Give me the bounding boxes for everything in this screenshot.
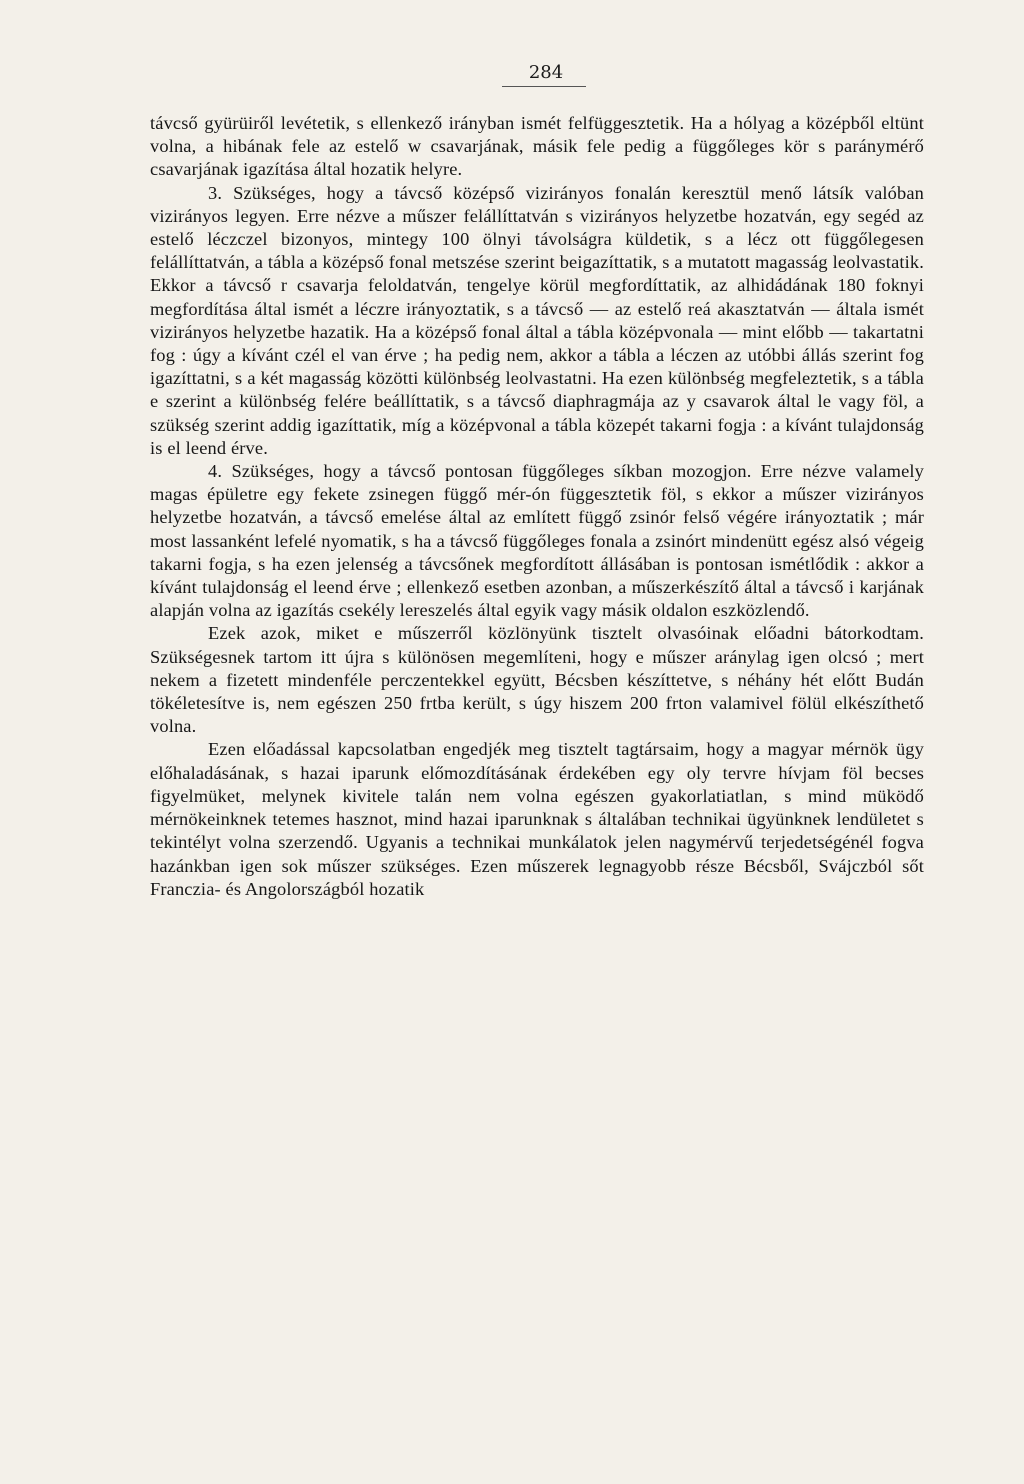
- paragraph-proposal: Ezen előadással kapcsolatban engedjék meg tisztelt tagtársaim, hogy a magyar mérnök ügy előhaladásának, s hazai iparunk előmozdításának érdekében egy oly tervre hívjam föl becses figyelmüket, melynek kivitele talán nem volna egészen gyakorlatiatlan, s mind müködő mérnökeinknek tetemes hasznot, mind hazai iparunknak s általában technikai ügyünknek lendületet s tekintélyt volna szerzendő. Ugyanis a technikai munkálatok jelen nagymérvű terjedetségénél fogva hazánkban igen sok műszer szükséges. Ezen műszerek legnagyobb része Bécsből, Svájczból sőt Franczia- és Angolországból hozatik: [150, 739, 924, 899]
- paragraph-point-3: 3. Szükséges, hogy a távcső középső vizirányos fonalán keresztül menő látsík valóban vizirányos legyen. Erre nézve a műszer felállíttatván s vizirányos helyzetbe hozatván, egy segéd az estelő léczczel bizonyos, mintegy 100 ölnyi távolságra küldetik, s a lécz ott függőlegesen felállíttatván, a tábla a középső fonal metszése szerint beigazíttatik, s a mutatott magasság leolvastatik. Ekkor a távcső r csavarja feloldatván, tengelye körül megfordíttatik, az alhidádának 180 foknyi megfordítása által ismét a léczre irányoztatik, s a távcső — az estelő reá akasztatván — általa ismét vizirányos helyzetbe hazatik. Ha a középső fonal által a tábla középvonala — mint előbb — takartatni fog : úgy a kívánt czél el van érve ; ha pedig nem, akkor a tábla a léczen az utóbbi állás szerint fog igazíttatni, s a két magasság közötti különbség leolvastatni. Ha ezen különbség megfeleztetik, s a tábla e szerint a különbség felére beállíttatik, s a távcső diaphragmája az y csavarok által le vagy föl, a szükség szerint addig igazíttatik, míg a középvonal a tábla közepét takarni fogja : a kívánt tulajdonság is el leend érve.: [150, 182, 924, 458]
- paragraph-continuation: távcső gyürüiről levétetik, s ellenkező irányban ismét felfüggesztetik. Ha a hólyag a középből eltünt volna, a hibának fele az estelő w csavarjának, másik fele pedig a függőleges kör s paránymérő csavarjának igazítása által hozatik helyre.: [150, 113, 924, 180]
- paragraph-summary: Ezek azok, miket e műszerről közlönyünk tisztelt olvasóinak előadni bátorkodtam. Szükségesnek tartom itt újra s különösen megemlíteni, hogy e műszer aránylag igen olcsó ; mert nekem a fizetett mindenféle perczentekkel együtt, Bécsben készíttetve, s néhány hét előtt Budán tökéletesítve is, nem egészen 250 frtba került, s úgy hiszem 200 frton valamivel fölül elkészíthető volna.: [150, 623, 924, 737]
- page-number: 284: [528, 62, 564, 83]
- paragraph-point-4: 4. Szükséges, hogy a távcső pontosan függőleges síkban mozogjon. Erre nézve valamely magas épületre egy fekete zsinegen függő mér-ón függesztetik föl, s ekkor a műszer vizirányos helyzetbe hozatván, a távcső emelése által az említett függő zsinór felső végére irányoztatik ; már most lassanként lefelé nyomatik, s ha a távcső függőleges fonala a zsinórt mindenütt egész alsó végeig takarni fogja, s ha ezen jelenség a távcsőnek megfordított állásában is pontosan ismétlődik : akkor a kívánt tulajdonság el leend érve ; ellenkező esetben azonban, a műszerkészítő által a távcső i karjának alapján volna az igazítás csekély lereszelés által egyik vagy másik oldalon eszközlendő.: [150, 461, 924, 621]
- page-number-underline: [502, 86, 586, 87]
- body-text: [150, 112, 924, 901]
